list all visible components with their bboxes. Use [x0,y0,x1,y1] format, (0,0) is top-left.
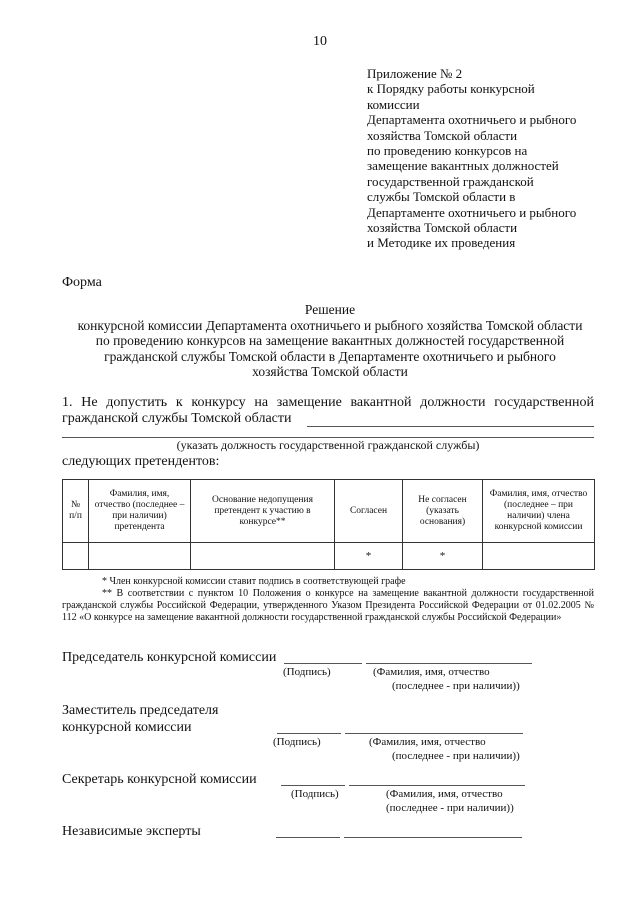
position-fill-line[interactable] [307,426,594,427]
deputy-name-caption: (Фамилия, имя, отчество [369,736,486,748]
title-line: гражданской службы Томской области в Департаменте охотничьего и рыбного [104,348,556,364]
appendix-line: Приложение № 2 [367,66,463,81]
chairman-name-caption: (Фамилия, имя, отчество [373,666,490,678]
appendix-line: хозяйства Томской области [367,220,518,236]
table-header-row [63,480,595,543]
appendix-line: хозяйства Томской области [367,127,518,143]
applicants-label: следующих претендентов: [62,454,220,469]
table-row [63,543,595,570]
deputy-signature-caption: (Подпись) [273,736,321,748]
experts-signature-line[interactable] [276,837,340,838]
title-line: хозяйства Томской области [252,364,408,379]
chairman-signature-caption: (Подпись) [283,666,331,678]
header-cell-agree: Согласен [335,480,403,543]
secretary-name-caption: (Фамилия, имя, отчество [386,788,503,800]
table-cell[interactable] [63,543,89,570]
table-cell[interactable]: * [335,543,403,570]
appendix-line: Департаменте охотничьего и рыбного [367,204,577,220]
header-cell-number: № п/п [63,480,89,543]
secretary-name-line[interactable] [349,785,525,786]
header-cell-reason: Основание недопущения претендент к участию в конкурсе** [191,480,335,543]
appendix-line: Департамента охотничьего и рыбного [367,112,577,128]
chairman-name-line[interactable] [366,663,532,664]
header-cell-member-name: Фамилия, имя, отчество (последнее – при наличии) члена конкурсной комиссии [483,480,595,543]
item1-text-cont: гражданской службы Томской области [62,411,292,426]
deputy-name-caption-2: (последнее - при наличии)) [392,750,520,762]
deputy-name-line[interactable] [345,733,523,734]
title-line: конкурсной комиссии Департамента охотничьего и рыбного хозяйства Томской области [77,317,583,333]
deputy-label: Заместитель председателя [62,703,219,718]
form-label: Форма [62,275,102,290]
title-line: по проведению конкурсов на замещение вакантных должностей государственной [95,333,565,348]
applicants-table [62,479,595,570]
secretary-signature-line[interactable] [281,785,345,786]
appendix-line: по проведению конкурсов на [367,143,528,159]
deputy-label-2: конкурсной комиссии [62,720,192,735]
appendix-line: замещение вакантных должностей [367,158,559,174]
appendix-line: службы Томской области в [367,189,516,205]
appendix-block [367,66,627,251]
item1-text: 1. Не допустить к конкурсу на замещение вакантной должности государственной [62,395,594,410]
appendix-line: и Методике их проведения [367,235,516,251]
secretary-label: Секретарь конкурсной комиссии [62,772,257,787]
title-heading: Решение [304,302,356,317]
footnotes [62,576,594,624]
table-cell[interactable]: * [403,543,483,570]
secretary-signature-caption: (Подпись) [291,788,339,800]
secretary-name-caption-2: (последнее - при наличии)) [386,802,514,814]
chairman-signature-line[interactable] [284,663,362,664]
table-cell[interactable] [89,543,191,570]
table-cell[interactable] [191,543,335,570]
chairman-label: Председатель конкурсной комиссии [62,650,277,665]
footnote-1: * Член конкурсной комиссии ставит подпись в соответствующей графе [102,576,406,587]
chairman-name-caption-2: (последнее - при наличии)) [392,680,520,692]
decision-title [40,302,620,380]
page-number: 10 [313,34,327,49]
experts-label: Независимые эксперты [62,824,201,839]
deputy-signature-line[interactable] [277,733,341,734]
appendix-line: к Порядку работы конкурсной [367,81,535,97]
table-cell[interactable] [483,543,595,570]
appendix-line: государственной гражданской [367,173,534,189]
header-cell-disagree: Не согласен (указать основания) [403,480,483,543]
experts-name-line[interactable] [344,837,522,838]
header-cell-applicant-name: Фамилия, имя, отчество (последнее – при наличии) претендента [89,480,191,543]
footnote-2: ** В соответствии с пунктом 10 Положения о конкурсе на замещение вакантной должности государственной гражданской службы Российской Федерации, утвержденного Указом Президента Российской Федерации от 01.02.2005 № 112 «О конкурсе на замещение вакантной должности государственной гражданской службы Российской Федерации» [62,588,594,623]
appendix-line: комиссии [367,96,420,112]
position-hint: (указать должность государственной гражданской службы) [176,438,480,452]
